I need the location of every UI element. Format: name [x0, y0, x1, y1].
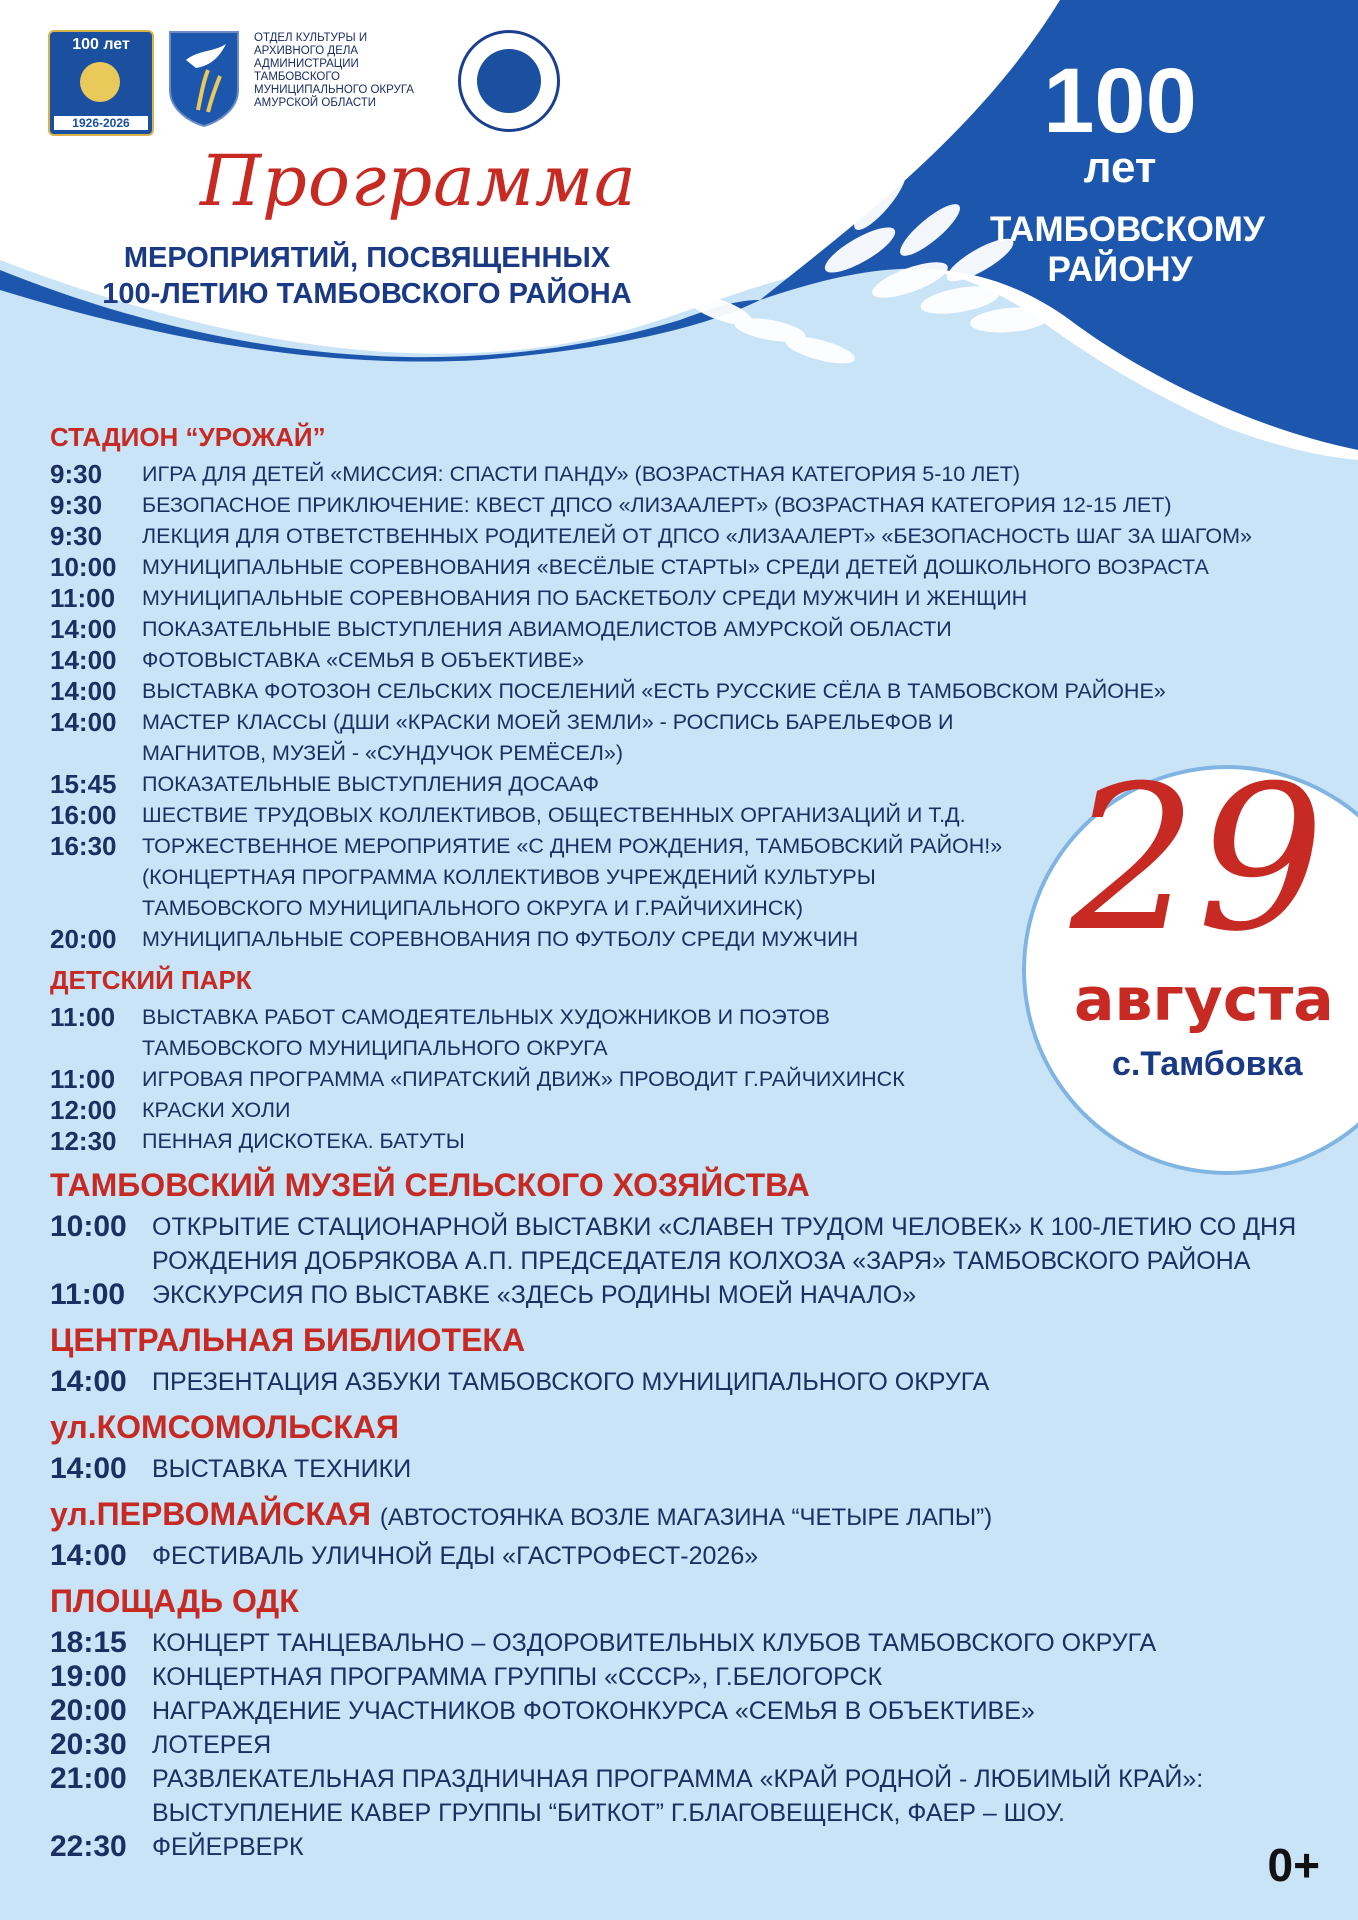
- section-title-komsomolskaya: ул.КОМСОМОЛЬСКАЯ: [50, 1409, 400, 1445]
- anniversary-number: 100: [1043, 50, 1197, 152]
- event-schedule: [50, 412, 1340, 1864]
- event-text: КРАСКИ ХОЛИ: [142, 1098, 291, 1122]
- anniversary-region-2: РАЙОНУ: [1047, 250, 1193, 289]
- event-text: ФЕЙЕРВЕРК: [152, 1833, 304, 1861]
- section-title-library: ЦЕНТРАЛЬНАЯ БИБЛИОТЕКА: [50, 1322, 526, 1358]
- subtitle-line-2: 100-ЛЕТИЮ ТАМБОВСКОГО РАЙОНА: [102, 278, 632, 310]
- schedule-row: [50, 1126, 1340, 1157]
- event-text: ФОТОВЫСТАВКА «СЕМЬЯ В ОБЪЕКТИВЕ»: [142, 648, 584, 672]
- date-day: 29: [1070, 743, 1325, 976]
- anniversary-logo-text: 100 лет: [72, 36, 130, 53]
- event-text: ПОКАЗАТЕЛЬНЫЕ ВЫСТУПЛЕНИЯ ДОСААФ: [142, 772, 600, 796]
- program-subtitle: [72, 240, 662, 312]
- event-text: ВЫСТАВКА ТЕХНИКИ: [152, 1455, 412, 1483]
- schedule-row: [50, 1694, 1340, 1728]
- schedule-row: [50, 1095, 1340, 1126]
- event-text: ВЫСТАВКА РАБОТ САМОДЕЯТЕЛЬНЫХ ХУДОЖНИКОВ И ПОЭТОВ ТАМБОВСКОГО МУНИЦИПАЛЬНОГО ОКРУГА: [142, 1005, 830, 1060]
- anniversary-logo: [48, 30, 154, 136]
- header-logos: [48, 30, 560, 136]
- event-text: МУНИЦИПАЛЬНЫЕ СОРЕВНОВАНИЯ «ВЕСЁЛЫЕ СТАРТЫ» СРЕДИ ДЕТЕЙ ДОШКОЛЬНОГО ВОЗРАСТА: [142, 555, 1209, 579]
- event-time: 14:00: [50, 614, 117, 644]
- event-time: 11:00: [50, 583, 116, 613]
- event-time: 19:00: [50, 1660, 127, 1693]
- event-text: ОТКРЫТИЕ СТАЦИОНАРНОЙ ВЫСТАВКИ «СЛАВЕН ТРУДОМ ЧЕЛОВЕК» К 100-ЛЕТИЮ СО ДНЯ РОЖДЕНИЯ ДОБРЯКОВА А.П. ПРЕДСЕДАТЕЛЯ КОЛХОЗА «ЗАРЯ» ТАМБОВСКОГО РАЙОНА: [152, 1213, 1297, 1275]
- schedule-row: [50, 1278, 1340, 1312]
- schedule-row: [50, 1830, 1340, 1864]
- schedule-row: [50, 1002, 1340, 1064]
- event-time: 10:00: [50, 1210, 127, 1243]
- event-time: 11:00: [50, 1064, 116, 1094]
- section-location-note: (АВТОСТОЯНКА ВОЗЛЕ МАГАЗИНА “ЧЕТЫРЕ ЛАПЫ”): [379, 1504, 993, 1531]
- schedule-row: [50, 1064, 1340, 1095]
- event-text: ФЕСТИВАЛЬ УЛИЧНОЙ ЕДЫ «ГАСТРОФЕСТ-2026»: [152, 1542, 759, 1570]
- event-text: ИГРА ДЛЯ ДЕТЕЙ «МИССИЯ: СПАСТИ ПАНДУ» (ВОЗРАСТНАЯ КАТЕГОРИЯ 5-10 ЛЕТ): [142, 462, 1020, 486]
- event-time: 14:00: [50, 1452, 127, 1485]
- schedule-row: [50, 459, 1340, 490]
- schedule-row: [50, 490, 1340, 521]
- schedule-row: [50, 1626, 1340, 1660]
- event-time: 18:15: [50, 1626, 127, 1659]
- program-title: Программа: [200, 140, 637, 222]
- event-text: ИГРОВАЯ ПРОГРАММА «ПИРАТСКИЙ ДВИЖ» ПРОВОДИТ Г.РАЙЧИХИНСК: [142, 1067, 905, 1091]
- schedule-row: [50, 1728, 1340, 1762]
- anniversary-logo-years: 1926-2026: [54, 116, 148, 130]
- event-time: 20:30: [50, 1728, 127, 1761]
- date-place: с.Тамбовка: [1112, 1045, 1303, 1083]
- schedule-row: [50, 831, 1340, 924]
- event-text: КОНЦЕРТ ТАНЦЕВАЛЬНО – ОЗДОРОВИТЕЛЬНЫХ КЛУБОВ ТАМБОВСКОГО ОКРУГА: [152, 1629, 1157, 1657]
- schedule-row: [50, 800, 1340, 831]
- event-time: 10:00: [50, 552, 117, 582]
- event-time: 14:00: [50, 1539, 127, 1572]
- event-text: МАСТЕР КЛАССЫ (ДШИ «КРАСКИ МОЕЙ ЗЕМЛИ» - РОСПИСЬ БАРЕЛЬЕФОВ И МАГНИТОВ, МУЗЕЙ - «СУНДУЧОК РЕМЁСЕЛ»): [142, 710, 954, 765]
- anniversary-region-1: ТАМБОВСКОМУ: [990, 210, 1265, 249]
- event-time: 14:00: [50, 707, 117, 737]
- schedule-row: [50, 707, 1340, 769]
- event-text: КОНЦЕРТНАЯ ПРОГРАММА ГРУППЫ «СССР», Г.БЕЛОГОРСК: [152, 1663, 883, 1691]
- event-time: 12:30: [50, 1126, 117, 1156]
- event-time: 14:00: [50, 1365, 127, 1398]
- section-title-museum: ТАМБОВСКИЙ МУЗЕЙ СЕЛЬСКОГО ХОЗЯЙСТВА: [50, 1167, 810, 1203]
- schedule-row: [50, 1365, 1340, 1399]
- event-text: ТОРЖЕСТВЕННОЕ МЕРОПРИЯТИЕ «С ДНЕМ РОЖДЕНИЯ, ТАМБОВСКИЙ РАЙОН!» (КОНЦЕРТНАЯ ПРОГРАММА КОЛЛЕКТИВОВ УЧРЕЖДЕНИЙ КУЛЬТУРЫ ТАМБОВСКОГО МУНИЦИПАЛЬНОГО ОКРУГА И Г.РАЙЧИХИНСК): [142, 834, 1003, 920]
- event-time: 14:00: [50, 676, 117, 706]
- event-text: БЕЗОПАСНОЕ ПРИКЛЮЧЕНИЕ: КВЕСТ ДПСО «ЛИЗААЛЕРТ» (ВОЗРАСТНАЯ КАТЕГОРИЯ 12-15 ЛЕТ): [142, 493, 1172, 517]
- anniversary-heading: [990, 50, 1265, 290]
- event-text: ВЫСТАВКА ФОТОЗОН СЕЛЬСКИХ ПОСЕЛЕНИЙ «ЕСТЬ РУССКИЕ СЁЛА В ТАМБОВСКОМ РАЙОНЕ»: [142, 679, 1166, 703]
- schedule-row: [50, 1452, 1340, 1486]
- section-title-odk-square: ПЛОЩАДЬ ОДК: [50, 1583, 299, 1619]
- date-month: августа: [1074, 965, 1334, 1035]
- schedule-row: [50, 1660, 1340, 1694]
- schedule-row: [50, 1539, 1340, 1573]
- schedule-row: [50, 521, 1340, 552]
- event-text: ЛЕКЦИЯ ДЛЯ ОТВЕТСТВЕННЫХ РОДИТЕЛЕЙ ОТ ДПСО «ЛИЗААЛЕРТ» «БЕЗОПАСНОСТЬ ШАГ ЗА ШАГОМ»: [142, 524, 1252, 548]
- event-text: ПОКАЗАТЕЛЬНЫЕ ВЫСТУПЛЕНИЯ АВИАМОДЕЛИСТОВ АМУРСКОЙ ОБЛАСТИ: [142, 617, 952, 641]
- event-time: 12:00: [50, 1095, 117, 1125]
- schedule-row: [50, 583, 1340, 614]
- event-time: 21:00: [50, 1762, 127, 1795]
- event-text: МУНИЦИПАЛЬНЫЕ СОРЕВНОВАНИЯ ПО ФУТБОЛУ СРЕДИ МУЖЧИН: [142, 927, 859, 951]
- schedule-row: [50, 645, 1340, 676]
- event-time: 11:00: [50, 1002, 116, 1032]
- event-time: 11:00: [50, 1278, 126, 1311]
- schedule-row: [50, 924, 1340, 955]
- event-time: 22:30: [50, 1830, 127, 1863]
- crane-emblem-icon: [80, 62, 120, 102]
- section-title-kids-park: ДЕТСКИЙ ПАРК: [50, 965, 252, 995]
- schedule-row: [50, 552, 1340, 583]
- event-time: 16:30: [50, 831, 117, 861]
- event-time: 20:00: [50, 1694, 127, 1727]
- event-time: 15:45: [50, 769, 117, 799]
- event-time: 9:30: [50, 490, 103, 520]
- event-text: ЭКСКУРСИЯ ПО ВЫСТАВКЕ «ЗДЕСЬ РОДИНЫ МОЕЙ НАЧАЛО»: [152, 1281, 917, 1309]
- coat-of-arms-icon: [168, 30, 240, 128]
- schedule-row: [50, 769, 1340, 800]
- event-text: ШЕСТВИЕ ТРУДОВЫХ КОЛЛЕКТИВОВ, ОБЩЕСТВЕННЫХ ОРГАНИЗАЦИЙ И Т.Д.: [142, 803, 966, 827]
- event-text: ПЕННАЯ ДИСКОТЕКА. БАТУТЫ: [142, 1129, 465, 1153]
- organization-text: ОТДЕЛ КУЛЬТУРЫ И АРХИВНОГО ДЕЛА АДМИНИСТРАЦИИ ТАМБОВСКОГО МУНИЦИПАЛЬНОГО ОКРУГА АМУРСКОЙ ОБЛАСТИ: [254, 32, 414, 109]
- section-title-stadium: СТАДИОН “УРОЖАЙ”: [50, 422, 326, 452]
- anniversary-years: лет: [1083, 143, 1157, 192]
- event-text: РАЗВЛЕКАТЕЛЬНАЯ ПРАЗДНИЧНАЯ ПРОГРАММА «КРАЙ РОДНОЙ - ЛЮБИМЫЙ КРАЙ»: ВЫСТУПЛЕНИЕ КАВЕР ГРУППЫ “БИТКОТ” Г.БЛАГОВЕЩЕНСК, ФАЕР – ШОУ.: [152, 1765, 1204, 1827]
- schedule-row: [50, 1210, 1340, 1278]
- event-time: 20:00: [50, 924, 117, 954]
- event-time: 9:30: [50, 521, 103, 551]
- subtitle-line-1: МЕРОПРИЯТИЙ, ПОСВЯЩЕННЫХ: [123, 242, 611, 274]
- event-text: ПРЕЗЕНТАЦИЯ АЗБУКИ ТАМБОВСКОГО МУНИЦИПАЛЬНОГО ОКРУГА: [152, 1368, 990, 1396]
- schedule-row: [50, 1762, 1340, 1830]
- schedule-row: [50, 676, 1340, 707]
- schedule-row: [50, 614, 1340, 645]
- event-time: 9:30: [50, 459, 103, 489]
- culture-emblem-icon: [458, 30, 560, 132]
- section-title-pervomayskaya: [50, 1496, 1340, 1533]
- event-text: НАГРАЖДЕНИЕ УЧАСТНИКОВ ФОТОКОНКУРСА «СЕМЬЯ В ОБЪЕКТИВЕ»: [152, 1697, 1035, 1725]
- event-text: МУНИЦИПАЛЬНЫЕ СОРЕВНОВАНИЯ ПО БАСКЕТБОЛУ СРЕДИ МУЖЧИН И ЖЕНЩИН: [142, 586, 1028, 610]
- event-text: ЛОТЕРЕЯ: [152, 1731, 272, 1759]
- age-rating-badge: 0+: [1267, 1839, 1320, 1891]
- event-time: 16:00: [50, 800, 117, 830]
- event-time: 14:00: [50, 645, 117, 675]
- section-title-text: ул.ПЕРВОМАЙСКАЯ: [50, 1496, 371, 1532]
